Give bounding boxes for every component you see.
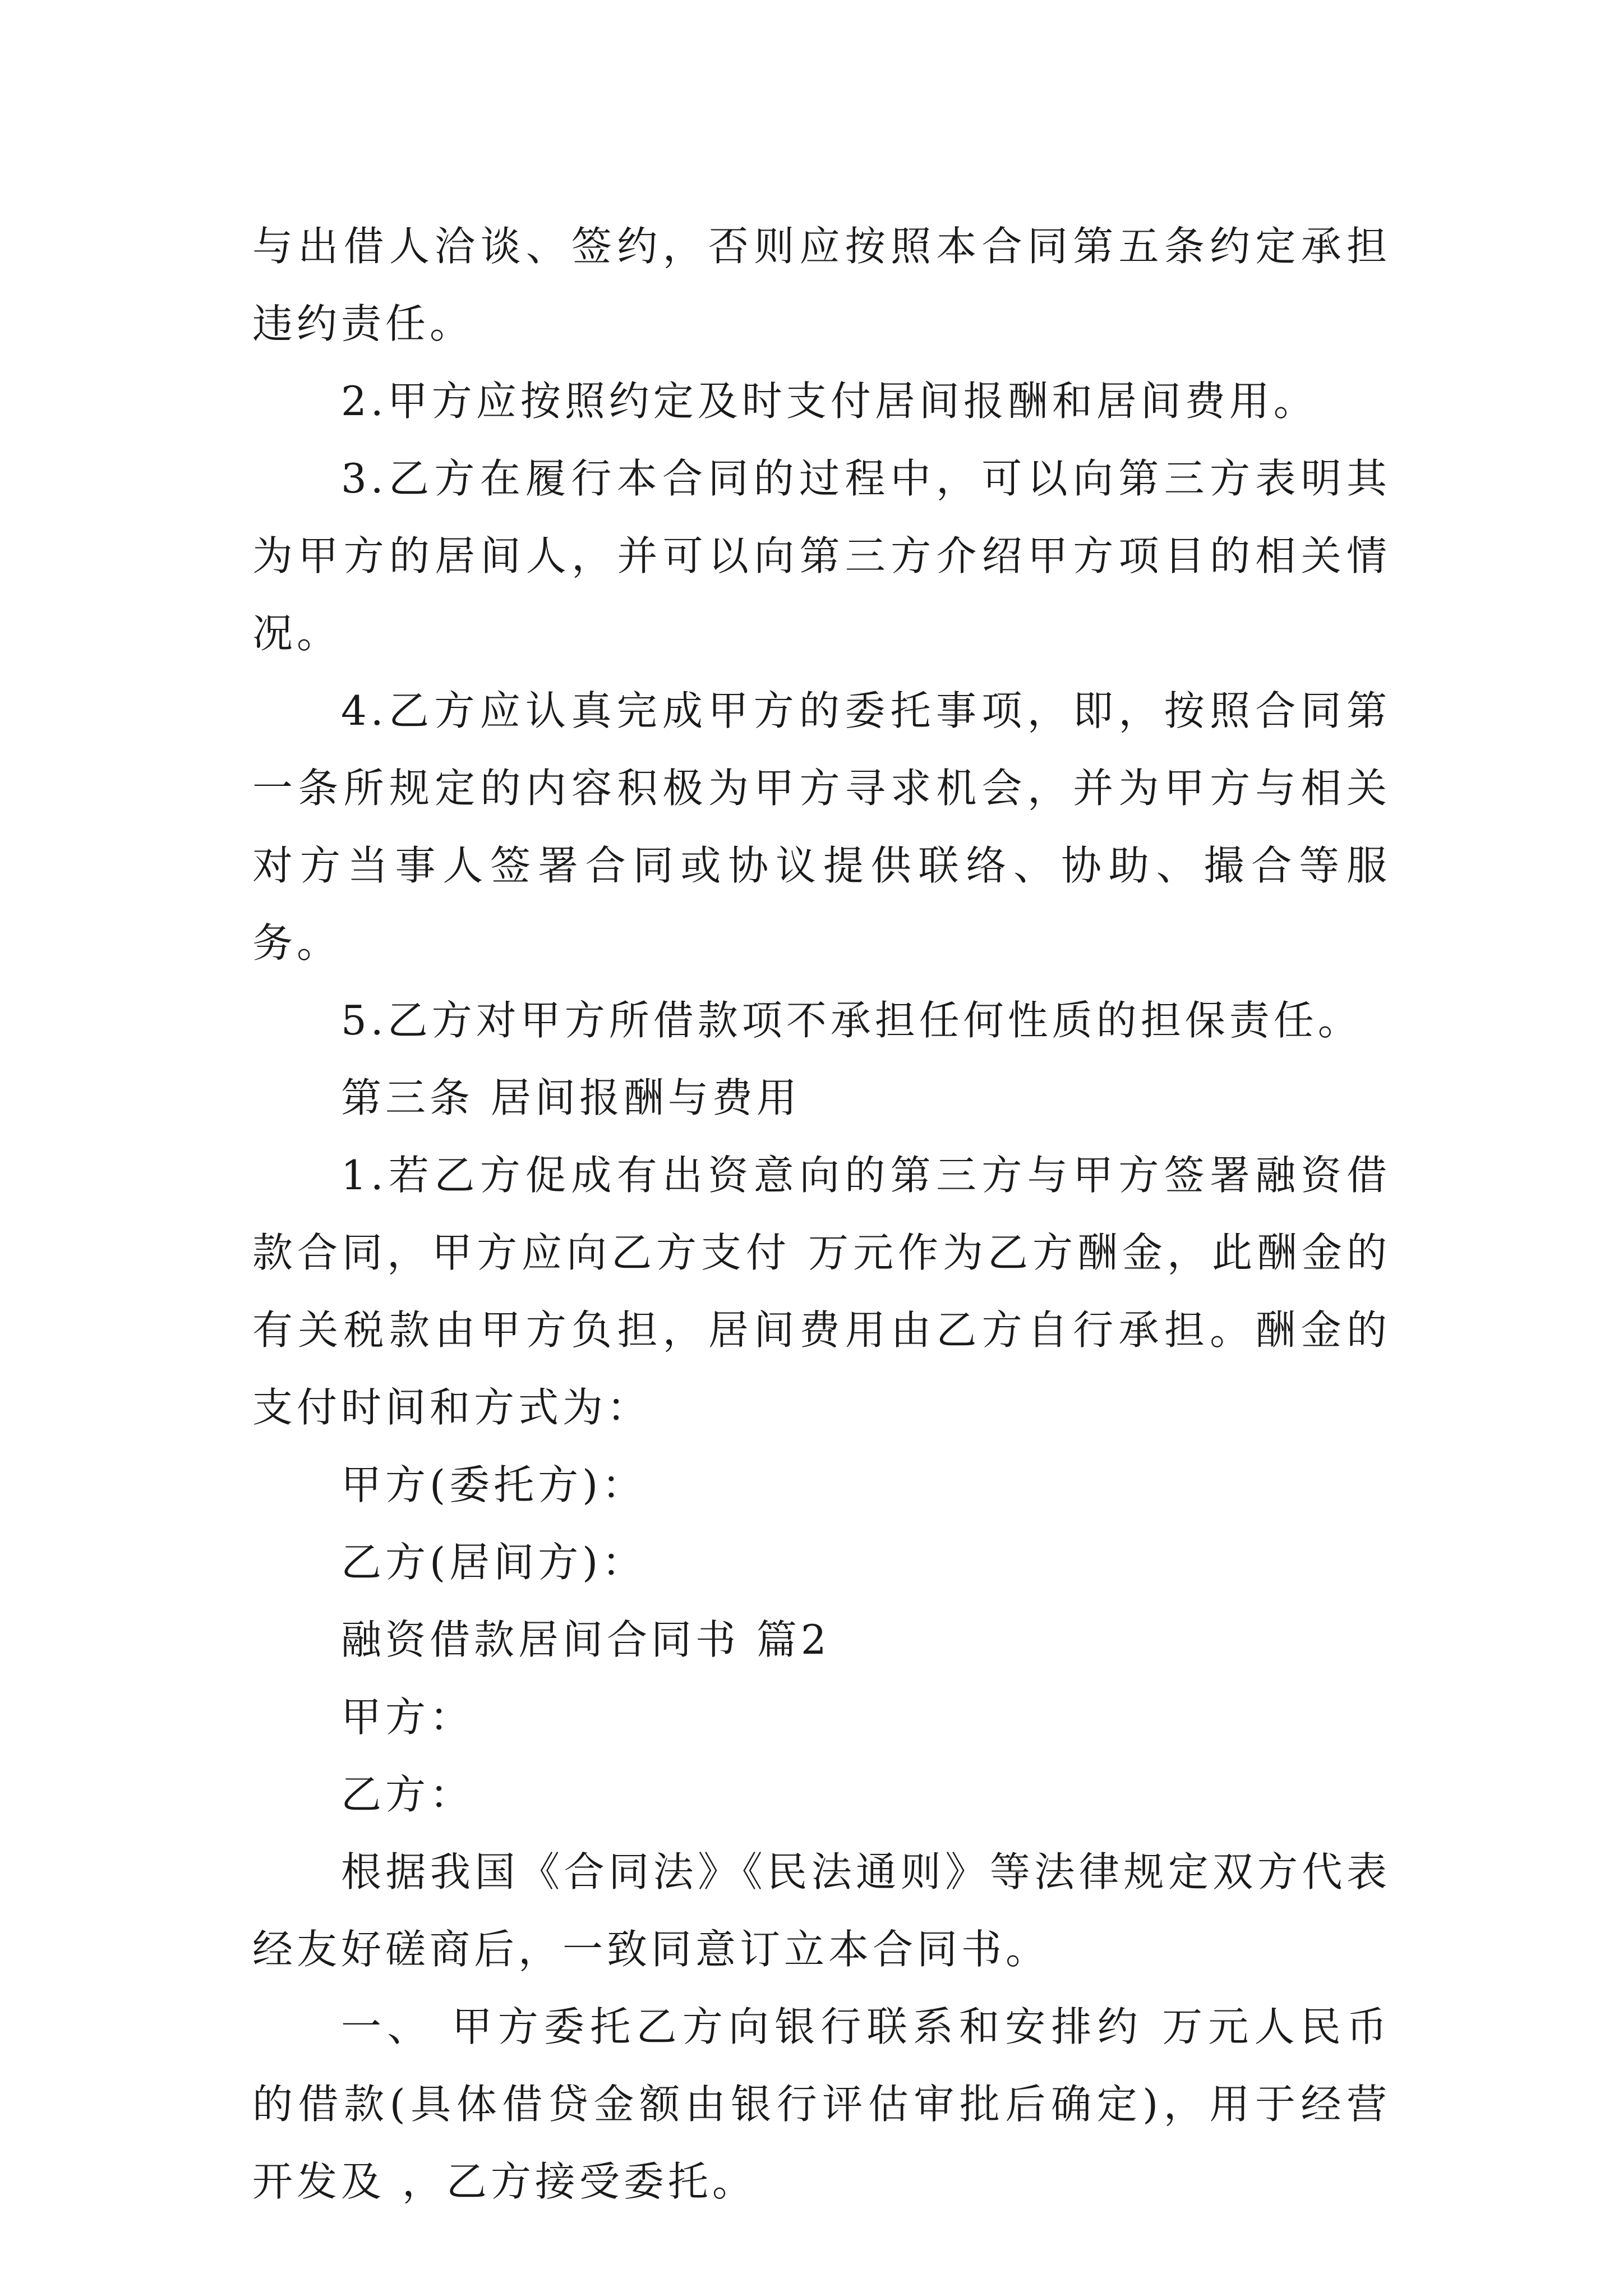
paragraph-3: 3.乙方在履行本合同的过程中，可以向第三方表明其为甲方的居间人，并可以向第三方介绍甲方项目的相关情况。 <box>252 455 1391 657</box>
document-body <box>252 208 1391 2220</box>
contract-title-part-2: 融资借款居间合同书 篇2 <box>341 1616 831 1663</box>
paragraph-7: 1.若乙方促成有出资意向的第三方与甲方签署融资借款合同，甲方应向乙方支付 万元作为乙方酬金，此酬金的有关税款由甲方负担，居间费用由乙方自行承担。酬金的支付时间和方式为： <box>252 1152 1391 1431</box>
paragraph-1: 与出借人洽谈、签约，否则应按照本合同第五条约定承担违约责任。 <box>252 223 1391 347</box>
party-b-line: 乙方： <box>341 1771 474 1818</box>
paragraph-5: 5.乙方对甲方所借款项不承担任何性质的担保责任。 <box>341 997 1362 1044</box>
party-b-signature-line: 乙方(居间方)： <box>341 1539 647 1586</box>
paragraph-4: 4.乙方应认真完成甲方的委托事项，即，按照合同第一条所规定的内容积极为甲方寻求机会，并为甲方与相关对方当事人签署合同或协议提供联络、协助、撮合等服务。 <box>252 687 1391 967</box>
party-a-line: 甲方： <box>341 1694 474 1741</box>
paragraph-2: 2.甲方应按照约定及时支付居间报酬和居间费用。 <box>341 378 1318 425</box>
party-a-signature-line: 甲方(委托方)： <box>341 1461 647 1508</box>
paragraph-14: 一、 甲方委托乙方向银行联系和安排约 万元人民币的借款(具体借贷金额由银行评估审批后确定)，用于经营开发及 ，乙方接受委托。 <box>252 2003 1391 2205</box>
section-heading-article-3: 第三条 居间报酬与费用 <box>341 1074 801 1121</box>
paragraph-13: 根据我国《合同法》《民法通则》等法律规定双方代表经友好磋商后，一致同意订立本合同书。 <box>252 1848 1391 1973</box>
